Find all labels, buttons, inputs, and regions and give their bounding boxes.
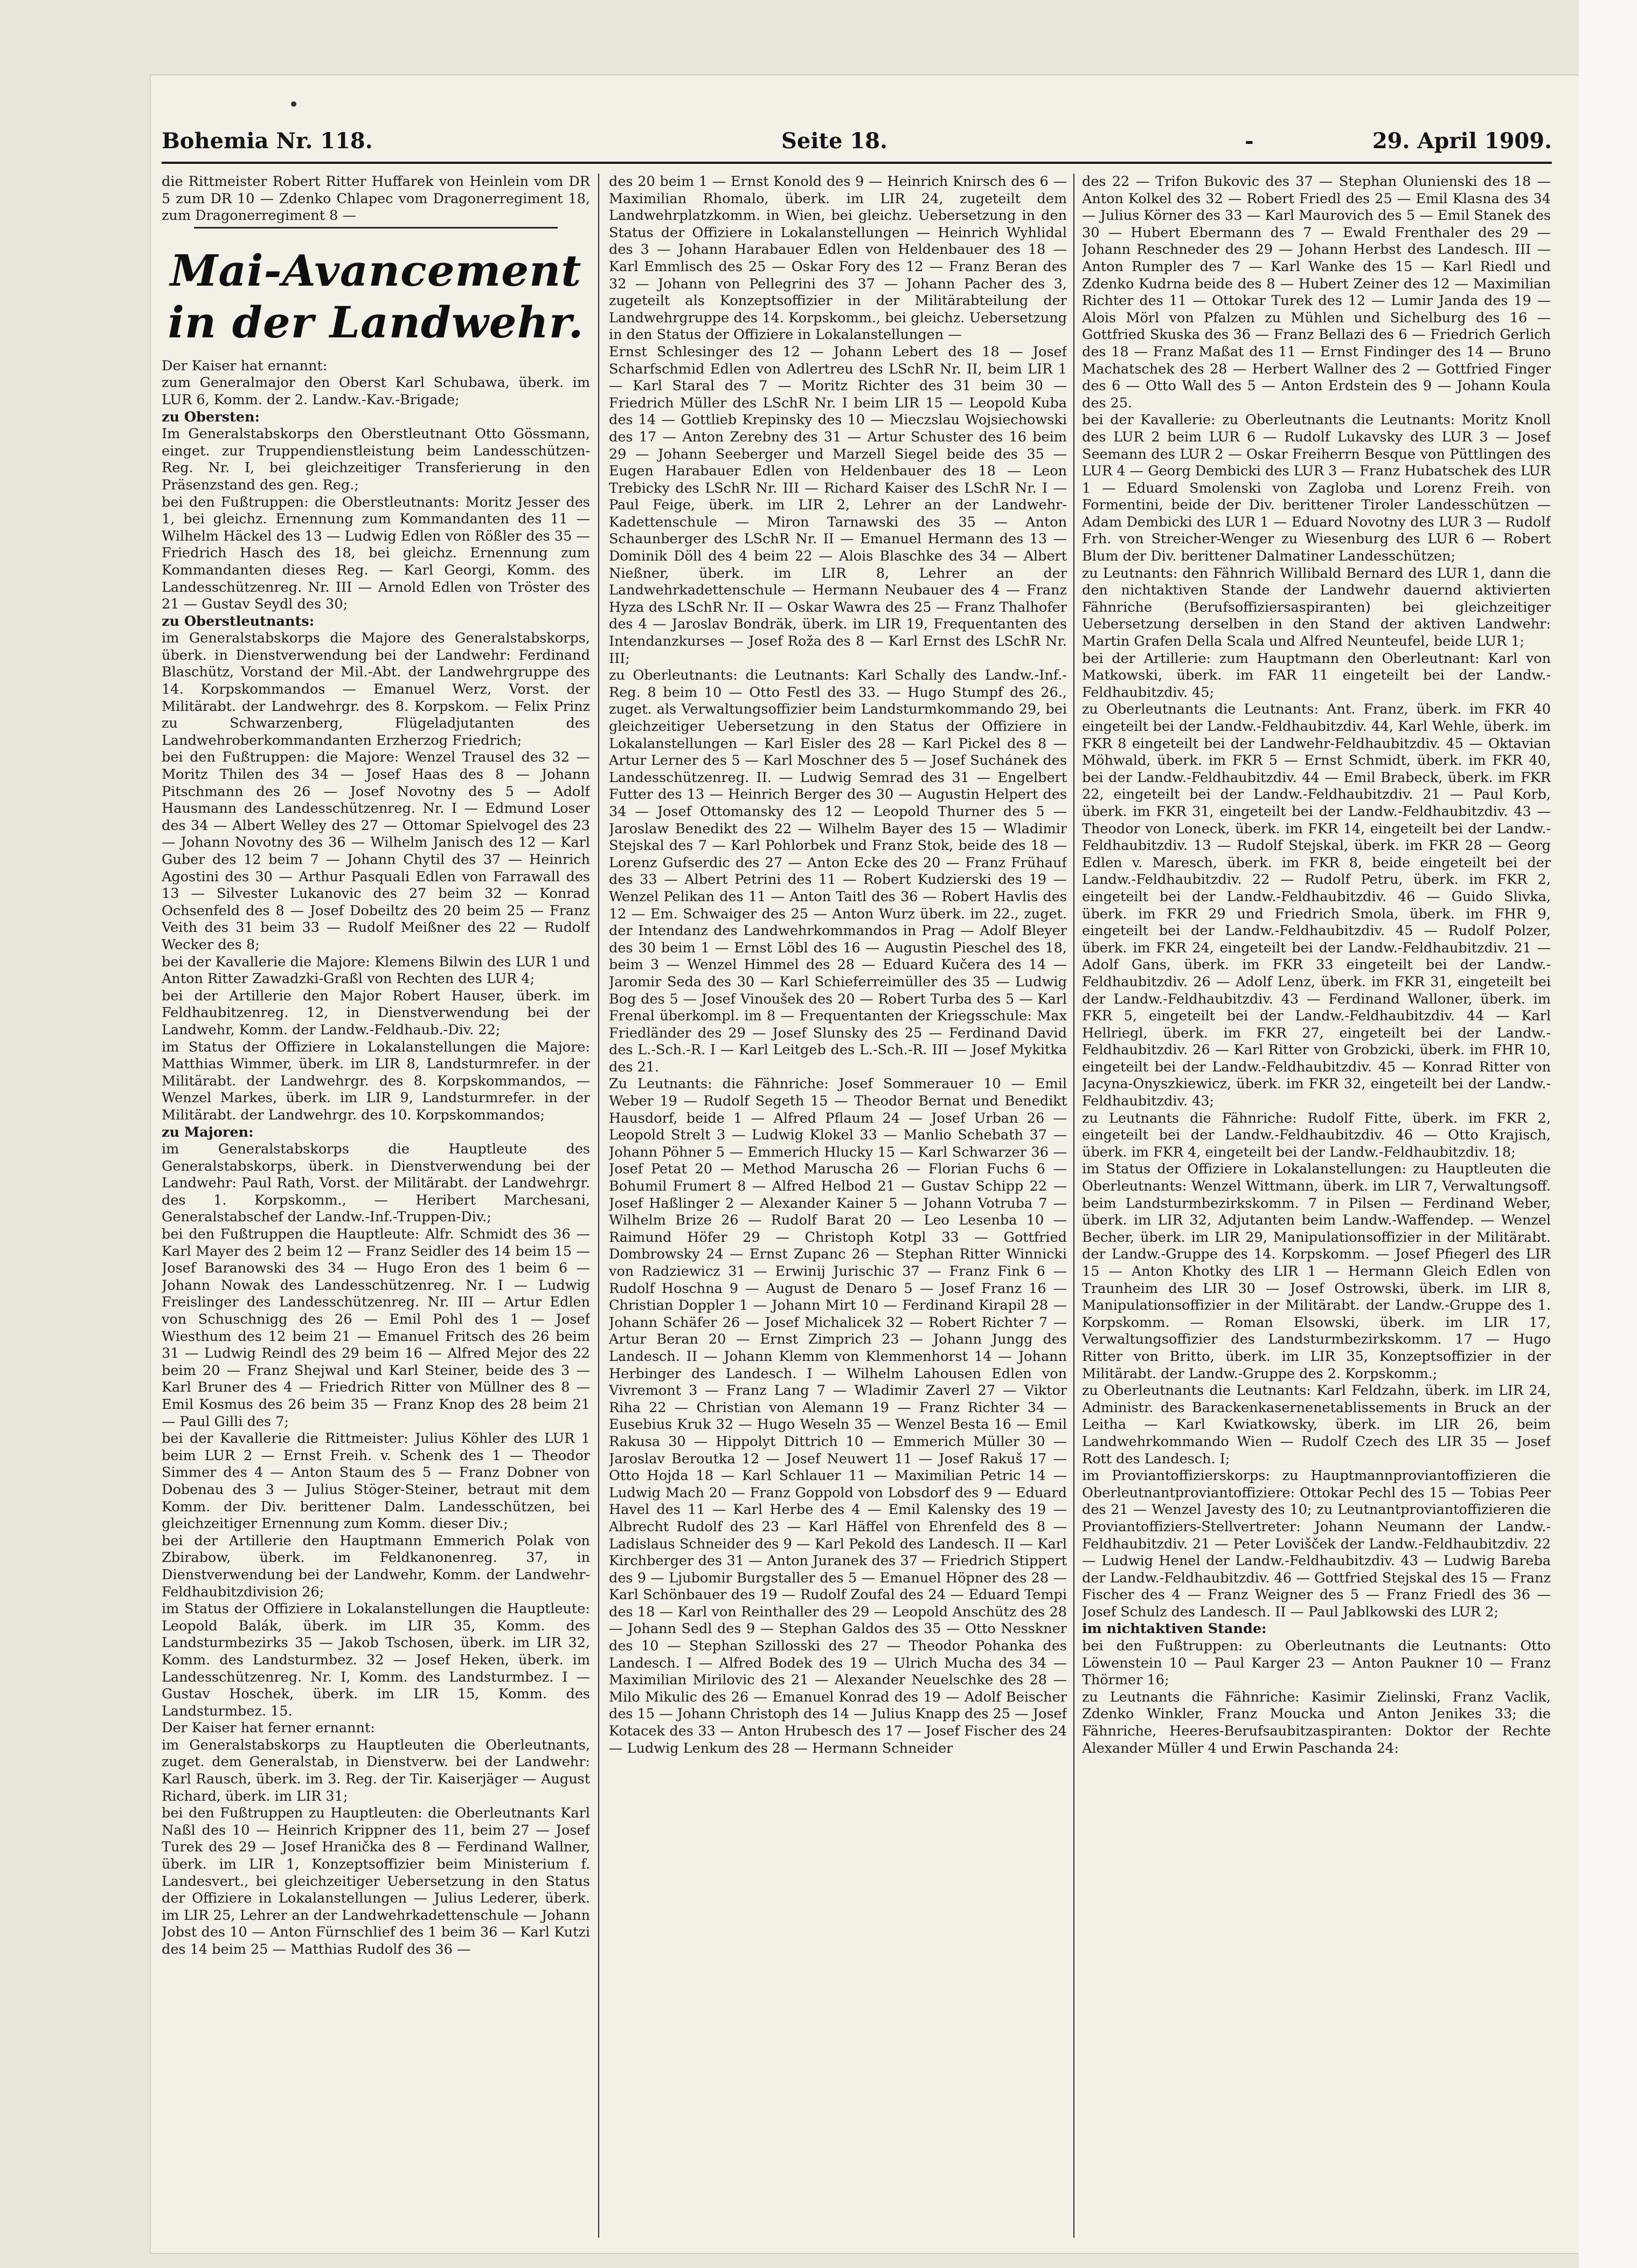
column-1 <box>162 174 590 2238</box>
section-heading: im nichtaktiven Stande: <box>1082 1621 1267 1637</box>
paragraph: bei der Artillerie den Major Robert Hauser, überk. im Feldhaubitzenreg. 12, in Dienstverwendung bei der Landwehr, Komm. der Landw.-Feldhaub.-Div. 22; <box>162 987 590 1038</box>
paragraph: zum Generalmajor den Oberst Karl Schubawa, überk. im LUR 6, Komm. der 2. Landw.-Kav.-Brigade; <box>162 375 590 408</box>
paragraph: Zu Leutnants: die Fähnriche: Josef Sommerauer 10 — Emil Weber 19 — Rudolf Segeth 15 — Theodor Bernat und Benedikt Hausdorf, beide 1 — Alfred Pflaum 24 — Josef Urban 26 — Leopold Strelt 3 — Ludwig Klokel 33 — Manlio Schebath 37 — Johann Pöhner 5 — Emmerich Hlucky 15 — Karl Schwarzer 36 — Josef Petat 20 — Method Maruscha 26 — Florian Fuchs 6 — Bohumil Frumert 8 — Alfred Helbod 21 — Gustav Schipp 22 — Josef Haßlinger 2 — Alexander Kainer 5 — Johann Votruba 7 — Wilhelm Brize 26 — Rudolf Barat 20 — Leo Lesenba 10 — Raimund Höfer 29 — Christoph Kotpl 33 — Gottfried Dombrowsky 24 — Ernst Zupanc 26 — Stephan Ritter Winnicki von Radziewicz 31 — Erwinij Jurischic 37 — Franz Fink 6 — Rudolf Hoschna 9 — August de Denaro 5 — Josef Franz 16 — Christian Doppler 1 — Johann Mirt 10 — Ferdinand Kirapil 28 — Johann Schäfer 26 — Josef Michalicek 32 — Robert Richter 7 — Artur Beran 20 — Ernst Zimprich 23 — Johann Jungg des Landesch. II — Johann Klemm von Klemmenhorst 14 — Johann Herbinger des Landesch. I — Wilhelm Lahousen Edlen von Vivremont 3 — Franz Lang 7 — Wladimir Zaverl 27 — Viktor Riha 22 — Christian von Alemann 19 — Franz Richter 34 — Eusebius Kruk 32 — Hugo Weseln 35 — Wenzel Besta 16 — Emil Rakusa 30 — Hippolyt Dittrich 10 — Emmerich Müller 30 — Jaroslav Beroutka 12 — Josef Neuwert 11 — Josef Rakuš 17 — Otto Hojda 18 — Karl Schlauer 11 — Maximilian Petric 14 — Ludwig Mach 20 — Franz Goppold von Lobsdorf des 9 — Eduard Havel des 11 — Karl Herbe des 4 — Emil Kalensky des 19 — Albrecht Rudolf des 23 — Karl Häffel von Ehrenfeld des 8 — Ladislaus Schneider des 9 — Karl Pekold des Landesch. II — Karl Kirchberger des 31 — Anton Juranek des 37 — Friedrich Stippert des 9 — Ljubomir Burgstaller des 5 — Emanuel Höpner des 28 — Karl Schönbauer des 19 — Rudolf Zoufal des 24 — Eduard Tempi des 18 — Karl von Reinthaller des 29 — Leopold Anschütz des 28 — Johann Sedl des 9 — Stephan Galdos des 35 — Otto Nesskner des 10 — Stephan Szillosski des 27 — Theodor Pohanka des Landesch. I — Alfred Bodek des 19 — Ulrich Mucha des 34 — Maximilian Mirilovic des 21 — Alexander Neuelschke des 28 — Milo Mikulic des 26 — Emanuel Konrad des 19 — Adolf Beischer des 15 — Johann Christoph des 14 — Julius Knapp des 25 — Josef Kotacek des 33 — Anton Hrubesch des 17 — Josef Fischer des 24 — Ludwig Lenkum des 28 — Hermann Schneider <box>609 1076 1067 1757</box>
paragraph: bei der Kavallerie die Majore: Klemens Bilwin des LUR 1 und Anton Ritter Zawadzki-Graßl von Rechten des LUR 4; <box>162 953 590 987</box>
column-2 <box>609 174 1067 2238</box>
issue-date: 29. April 1909. <box>1372 128 1552 154</box>
paragraph: bei der Kavallerie die Rittmeister: Julius Köhler des LUR 1 beim LUR 2 — Ernst Freih. v. Schenk des 1 — Theodor Simmer des 4 — Anton Staum des 5 — Franz Dobner von Dobenau des 3 — Julius Stöger-Steiner, betraut mit dem Komm. der Div. berittener Dalm. Landesschützen, bei gleichzeitiger Ernennung zum Komm. dieser Div.; <box>162 1430 590 1532</box>
paragraph: im Status der Offiziere in Lokalanstellungen die Hauptleute: Leopold Balák, überk. im LIR 35, Komm. des Landsturmbezirks 35 — Jakob Tschosen, überk. im LIR 32, Komm. des Landsturmbez. 32 — Josef Heken, überk. im Landesschützenreg. Nr. I, Komm. des Landsturmbez. I — Gustav Hoschek, überk. im LIR 15, Komm. des Landsturmbez. 15. <box>162 1601 590 1719</box>
paragraph: bei den Fußtruppen die Hauptleute: Alfr. Schmidt des 36 — Karl Mayer des 2 beim 12 — Franz Seidler des 14 beim 15 — Josef Baranowski des 34 — Hugo Eron des 1 beim 6 — Johann Nowak des Landesschützenreg. Nr. I — Ludwig Freislinger des Landesschützenreg. Nr. III — Artur Edlen von Schuschnigg des 26 — Emil Pohl des 1 — Josef Wiesthum des 12 beim 21 — Emanuel Fritsch des 26 beim 31 — Ludwig Reindl des 29 beim 16 — Alfred Mejor des 22 beim 20 — Franz Shejwal und Karl Steiner, beide des 3 — Karl Bruner des 4 — Friedrich Ritter von Müllner des 8 — Emil Kosmus des 26 beim 35 — Franz Knop des 28 beim 21 — Paul Gilli des 7; <box>162 1226 590 1430</box>
paragraph: die Rittmeister Robert Ritter Huffarek von Heinlein vom DR 5 zum DR 10 — Zdenko Chlapec vom Dragonerregiment 18, zum Dragonerregiment 8 — <box>162 174 590 224</box>
paragraph: zu Oberleutnants die Leutnants: Karl Feldzahn, überk. im LIR 24, Administr. des Barackenkasernenetablissements in Bruck an der Leitha — Karl Kwiatkowsky, überk. im LIR 26, beim Landwehrkommando Wien — Rudolf Czech des LIR 35 — Josef Rott des Landesch. I; <box>1082 1382 1551 1467</box>
paragraph: bei der Artillerie: zum Hauptmann den Oberleutnant: Karl von Matkowski, überk. im FAR 11 eingeteilt bei der Landw.-Feldhaubitzdiv. 45; <box>1082 650 1551 701</box>
paragraph: zu Leutnants die Fähnriche: Kasimir Zielinski, Franz Vaclik, Zdenko Winkler, Franz Moucka und Anton Jenikes 33; die Fähnriche, Heeres-Berufsaubitzaspiranten: Doktor der Rechte Alexander Müller 4 und Erwin Paschanda 24: <box>1082 1689 1551 1757</box>
article-headline <box>162 245 590 348</box>
header-mark: - <box>1245 128 1254 154</box>
ink-dot <box>291 101 296 107</box>
paragraph: Der Kaiser hat ernannt: <box>162 357 328 374</box>
header-rule <box>162 162 1552 164</box>
paragraph: im Status der Offiziere in Lokalanstellungen: zu Hauptleuten die Oberleutnants: Wenzel Wittmann, überk. im LIR 7, Verwaltungsoff. beim Landsturmbezirkskomm. 7 in Pilsen — Ferdinand Weber, überk. im LIR 32, Adjutanten beim Landw.-Waffendep. — Wenzel Becher, überk. im LIR 29, Manipulationsoffizier in der Militärabt. der Landw.-Gruppe des 14. Korpskomm. — Josef Pfiegerl des LIR 15 — Anton Khotky des LIR 1 — Hermann Gleich Edlen von Traunheim des LIR 30 — Josef Ostrowski, überk. im LIR 8, Manipulationsoffizier in der Militärabt. der Landw.-Gruppe des 1. Korpskomm. — Roman Elsowski, überk. im LIR 17, Verwaltungsoffizier des Landsturmbezirkskomm. 17 — Hugo Ritter von Britto, überk. im LIR 35, Konzeptsoffizier in der Militärabt. der Landw.-Gruppe des 2. Korpskomm.; <box>1082 1161 1551 1382</box>
headline-line: in der Landwehr. <box>168 296 584 348</box>
paragraph: bei den Fußtruppen: die Oberstleutnants: Moritz Jesser des 1, bei gleichz. Ernennung zum Kommandanten des 11 — Wilhelm Häckel des 13 — Ludwig Edlen von Rößler des 35 — Friedrich Hasch des 18, bei gleichz. Ernennung zum Kommandanten dieses Reg. — Karl Georgi, Komm. des Landesschützenreg. Nr. III — Arnold Edlen von Tröster des 21 — Gustav Seydl des 30; <box>162 494 590 613</box>
paragraph: Ernst Schlesinger des 12 — Johann Lebert des 18 — Josef Scharfschmid Edlen von Adlertreu des LSchR Nr. II, beim LIR 1 — Karl Staral des 7 — Moritz Richter des 31 beim 30 — Friedrich Müller des LSchR Nr. I beim LIR 15 — Leopold Kuba des 14 — Gottlieb Krepinsky des 10 — Mieczslau Wojsiechowski des 17 — Anton Zerebny des 31 — Artur Schuster des 16 beim 29 — Johann Seeberger und Marzell Siegel beide des 35 — Eugen Harabauer Edlen von Heldenbauer des 18 — Leon Trebicky des LSchR Nr. III — Richard Kaiser des LSchR Nr. I — Paul Feige, überk. im LIR 2, Lehrer an der Landwehr-Kadettenschule — Miron Tarnawski des 35 — Anton Schaunberger des LSchR Nr. II — Emanuel Hermann des 13 — Dominik Döll des 4 beim 22 — Alois Blaschke des 34 — Albert Nießner, überk. im LIR 8, Lehrer an der Landwehrkadettenschule — Hermann Neubauer des 4 — Franz Hyza des LSchR Nr. II — Oskar Wawra des 25 — Franz Thalhofer des 4 — Jaroslav Bondräk, überk. im LIR 19, Frequentanten des Intendanzkurses — Josef Roža des 8 — Karl Ernst des LSchR Nr. III; <box>609 343 1067 667</box>
paragraph: bei den Fußtruppen zu Hauptleuten: die Oberleutnants Karl Naßl des 10 — Heinrich Krippner des 11, beim 27 — Josef Turek des 29 — Josef Hranička des 8 — Ferdinand Wallner, überk. im LIR 1, Konzeptsoffizier beim Ministerium f. Landesvert., bei gleichzeitiger Uebersetzung in den Status der Offiziere in Lokalanstellungen — Julius Lederer, überk. im LIR 25, Lehrer an der Landwehrkadettenschule — Johann Jobst des 10 — Anton Fürnschlief des 1 beim 36 — Karl Kutzi des 14 beim 25 — Matthias Rudolf des 36 — <box>162 1805 590 1958</box>
paragraph: im Status der Offiziere in Lokalanstellungen die Majore: Matthias Wimmer, überk. im LIR 8, Landsturmrefer. in der Militärabt. der Landwehrgr. des 8. Korpskommandos, — Wenzel Markes, überk. im LIR 9, Landsturmrefer. in der Militärabt. der Landwehrgr. des 10. Korpskommandos; <box>162 1039 590 1123</box>
paragraph: zu Oberleutnants die Leutnants: Ant. Franz, überk. im FKR 40 eingeteilt bei der Landw.-Feldhaubitzdiv. 44, Karl Wehle, überk. im FKR 8 eingeteilt bei der Landwehr-Feldhaubitzdiv. 45 — Oktavian Möhwald, überk. im FKR 5 — Ernst Schmidt, überk. im FKR 40, bei der Landw.-Feldhaubitzdiv. 44 — Emil Brabeck, überk. im FKR 22, eingeteilt bei der Landw.-Feldhaubitzdiv. 21 — Paul Korb, überk. im FKR 31, eingeteilt bei der Landw.-Feldhaubitzdiv. 43 — Theodor von Loneck, überk. im FKR 14, eingeteilt bei der Landw.-Feldhaubitzdiv. 13 — Rudolf Stejskal, überk. im FKR 28 — Georg Edlen v. Maresch, überk. im FKR 8, beide eingeteilt bei der Landw.-Feldhaubitzdiv. 22 — Rudolf Petru, überk. im FKR 2, eingeteilt bei der Landw.-Feldhaubitzdiv. 46 — Guido Slivka, überk. im FKR 29 und Friedrich Smola, überk. im FHR 9, eingeteilt bei der Landw.-Feldhaubitzdiv. 45 — Rudolf Polzer, überk. im FKR 24, eingeteilt bei der Landw.-Feldhaubitzdiv. 21 — Adolf Gans, überk. im FKR 33 eingeteilt bei der Landw.-Feldhaubitzdiv. 26 — Adolf Lenz, überk. im FKR 31, eingeteilt bei der Landw.-Feldhaubitzdiv. 43 — Ferdinand Walloner, überk. im FKR 5, eingeteilt bei der Landw.-Feldhaubitzdiv. 44 — Karl Hellriegl, überk. im FKR 27, eingeteilt bei der Landw.-Feldhaubitzdiv. 26 — Karl Ritter von Grobzicki, überk. im FHR 10, eingeteilt bei der Landw.-Feldhaubitzdiv. 45 — Konrad Ritter von Jacyna-Onyszkiewicz, überk. im FKR 32, eingeteilt bei der Landw.-Feldhaubitzdiv. 43; <box>1082 701 1551 1110</box>
scan-edge <box>1579 0 1637 2268</box>
section-heading: zu Obersten: <box>162 409 260 425</box>
column-divider <box>598 174 599 2238</box>
paragraph: Im Generalstabskorps den Oberstleutnant Otto Gössmann, einget. zur Truppendienstleistung beim Landesschützen-Reg. Nr. I, bei gleichzeitiger Transferierung in den Präsenzstand des gen. Reg.; <box>162 426 590 493</box>
paragraph: im Generalstabskorps zu Hauptleuten die Oberleutnants, zuget. dem Generalstab, in Dienstverw. bei der Landwehr: Karl Rausch, überk. im 3. Reg. der Tir. Kaiserjäger — August Richard, überk. im LIR 31; <box>162 1737 590 1804</box>
paragraph: im Generalstabskorps die Majore des Generalstabskorps, überk. in Dienstverwendung bei der Landwehr: Ferdinand Blaschütz, Vorstand der Mil.-Abt. der Landwehrgruppe des 14. Korpskommandos — Emanuel Werz, Vorst. der Militärabt. der Landwehrgr. des 8. Korpskom. — Felix Prinz zu Schwarzenberg, Flügeladjutanten des Landwehroberkommandanten Erzherzog Friedrich; <box>162 630 590 749</box>
section-heading: zu Majoren: <box>162 1124 254 1140</box>
paragraph: zu Leutnants die Fähnriche: Rudolf Fitte, überk. im FKR 2, eingeteilt bei der Landw.-Feldhaubitzdiv. 46 — Otto Krajisch, überk. im FKR 4, eingeteilt bei der Landw.-Feldhaubitzdiv. 18; <box>1082 1110 1551 1160</box>
paragraph: Der Kaiser hat ferner ernannt: <box>162 1720 375 1737</box>
paragraph: bei den Fußtruppen: zu Oberleutnants die Leutnants: Otto Löwenstein 10 — Paul Karger 23 — Anton Paukner 10 — Franz Thörmer 16; <box>1082 1638 1551 1689</box>
paragraph: zu Oberleutnants: die Leutnants: Karl Schally des Landw.-Inf.-Reg. 8 beim 10 — Otto Festl des 33. — Hugo Stumpf des 26., zuget. als Verwaltungsoffizier beim Landsturmkommando 29, bei gleichzeitiger Uebersetzung in den Status der Offiziere in Lokalanstellungen — Karl Eisler des 28 — Karl Pickel des 8 — Artur Lerner des 5 — Karl Moschner des 5 — Josef Suchánek des Landesschützenreg. II. — Ludwig Semrad des 31 — Engelbert Futter des 13 — Heinrich Berger des 30 — Augustin Helpert des 34 — Josef Ottomansky des 12 — Leopold Thurner des 5 — Jaroslaw Benedikt des 22 — Wilhelm Bayer des 15 — Wladimir Stejskal des 7 — Karl Pohlorbek und Franz Stok, beide des 18 — Lorenz Gufserdic des 27 — Anton Ecke des 20 — Franz Frühauf des 33 — Albert Petrini des 11 — Robert Kudzierski des 19 — Wenzel Pelikan des 11 — Anton Taitl des 36 — Robert Havlis des 12 — Em. Schwaiger des 25 — Anton Wurz überk. im 22., zuget. der Intendanz des Landwehrkommandos in Prag — Adolf Bleyer des 30 beim 1 — Ernst Löbl des 16 — Augustin Pieschel des 18, beim 3 — Wenzel Himmel des 28 — Eduard Kučera des 14 — Jaromir Seda des 30 — Karl Schieferreimüller des 35 — Ludwig Bog des 5 — Josef Vinoušek des 20 — Robert Turba des 5 — Karl Frenal überkompl. im 8 — Frequentanten der Kriegsschule: Max Friedländer des 29 — Josef Slunsky des 25 — Ferdinand David des L.-Sch.-R. I — Karl Leitgeb des L.-Sch.-R. III — Josef Mykitka des 21. <box>609 667 1067 1075</box>
paragraph: des 22 — Trifon Bukovic des 37 — Stephan Olunienski des 18 — Anton Kolkel des 32 — Robert Friedl des 25 — Emil Klasna des 34 — Julius Körner des 33 — Karl Maurovich des 5 — Emil Stanek des 30 — Hubert Ebermann des 7 — Ewald Frenthaler des 29 — Johann Reschneder des 29 — Johann Herbst des Landesch. III — Anton Rumpler des 7 — Karl Wanke des 15 — Karl Riedl und Zdenko Kudrna beide des 8 — Hubert Zeiner des 12 — Maximilian Richter des 11 — Ottokar Turek des 12 — Lumir Janda des 19 — Alois Mörl von Pfalzen zu Mühlen und Sichelburg des 16 — Gottfried Skuska des 36 — Franz Bellazi des 6 — Friedrich Gerlich des 18 — Franz Maßat des 11 — Ernst Findinger des 14 — Bruno Machatschek des 28 — Herbert Wallner des 2 — Gottfried Finger des 6 — Otto Wall des 5 — Anton Erdstein des 9 — Johann Koula des 25. <box>1082 174 1551 411</box>
paragraph: bei der Artillerie den Hauptmann Emmerich Polak von Zbirabow, überk. im Feldkanonenreg. 37, in Dienstverwendung bei der Landwehr, Komm. der Landwehr-Feldhaubitzdivision 26; <box>162 1532 590 1600</box>
column-divider <box>1073 174 1074 2238</box>
headline-line: Mai-Avancement <box>170 245 582 296</box>
section-rule <box>194 227 558 229</box>
paragraph: bei der Kavallerie: zu Oberleutnants die Leutnants: Moritz Knoll des LUR 2 beim LUR 6 — Rudolf Lukavsky des LUR 3 — Josef Seemann des LUR 2 — Oskar Freiherrn Besque von Püttlingen des LUR 4 — Georg Dembicki des LUR 3 — Franz Hubatschek des LUR 1 — Eduard Smolenski von Zagloba und Lorenz Freih. von Formentini, beide der Div. berittener Tiroler Landesschützen — Adam Dembicki des LUR 1 — Eduard Novotny des LUR 3 — Rudolf Frh. von Streicher-Wenger zu Wiesenburg des LUR 6 — Robert Blum der Div. berittener Dalmatiner Landesschützen; <box>1082 412 1551 565</box>
paragraph: im Generalstabskorps die Hauptleute des Generalstabskorps, überk. in Dienstverwendung bei der Landwehr: Paul Rath, Vorst. der Militärabt. der Landwehrgr. des 1. Korpskomm., — Heribert Marchesani, Generalstabschef der Landw.-Inf.-Truppen-Div.; <box>162 1141 590 1226</box>
paragraph: im Proviantoffizierskorps: zu Hauptmannproviantoffizieren die Oberleutnantproviantoffiziere: Ottokar Pechl des 15 — Tobias Peer des 21 — Wenzel Javesty des 10; zu Leutnantproviantoffizieren die Proviantoffiziers-Stellvertreter: Johann Neumann der Landw.-Feldhaubitzdiv. 21 — Peter Lovišček der Landw.-Feldhaubitzdiv. 22 — Ludwig Henel der Landw.-Feldhaubitzdiv. 43 — Ludwig Bareba der Landw.-Feldhaubitzdiv. 46 — Gottfried Stejskal des 15 — Franz Fischer des 4 — Franz Weigner des 5 — Franz Friedl des 36 — Josef Schulz des Landesch. II — Paul Jablkowski des LUR 2; <box>1082 1468 1551 1620</box>
paragraph: zu Leutnants: den Fähnrich Willibald Bernard des LUR 1, dann die den nichtaktiven Stande der Landwehr dauernd aktivierten Fähnriche (Berufsoffiziersaspiranten) bei gleichzeitiger Uebersetzung derselben in den Stand der aktiven Landwehr: Martin Grafen Della Scala und Alfred Neunteufel, beide LUR 1; <box>1082 565 1551 650</box>
newspaper-issue: Bohemia Nr. 118. <box>162 128 373 154</box>
paragraph: des 20 beim 1 — Ernst Konold des 9 — Heinrich Knirsch des 6 — Maximilian Rhomalo, überk. im LIR 24, zugeteilt dem Landwehrplatzkomm. in Wien, bei gleichz. Uebersetzung in den Status der Offiziere in Lokalanstellungen — Heinrich Wyhlidal des 3 — Johann Harabauer Edlen von Heldenbauer des 18 — Karl Emmlisch des 25 — Oskar Fory des 12 — Franz Beran des 32 — Johann von Pellegrini des 37 — Johann Pacher des 3, zugeteilt als Konzeptsoffizier in der Militärabteilung der Landwehrgruppe des 14. Korpskomm., bei gleichz. Uebersetzung in den Status der Offiziere in Lokalanstellungen — <box>609 174 1067 343</box>
paragraph: bei den Fußtruppen: die Majore: Wenzel Trausel des 32 — Moritz Thilen des 34 — Josef Haas des 8 — Johann Pitschmann des 26 — Josef Novotny des 5 — Adolf Hausmann des Landesschützenreg. Nr. I — Edmund Loser des 34 — Albert Welley des 27 — Ottomar Spielvogel des 23 — Johann Novotny des 36 — Wilhelm Janisch des 12 — Karl Guber des 12 beim 7 — Johann Chytil des 37 — Heinrich Agostini des 30 — Arthur Pasquali Edlen von Farrawall des 13 — Silvester Lukanovic des 27 beim 32 — Konrad Ochsenfeld des 8 — Josef Dobeiltz des 20 beim 25 — Franz Veith des 31 beim 33 — Rudolf Meißner des 22 — Rudolf Wecker des 8; <box>162 749 590 953</box>
section-heading: zu Oberstleutnants: <box>162 613 315 630</box>
page-header <box>162 125 1552 163</box>
column-3 <box>1082 174 1551 2238</box>
page-number: Seite 18. <box>781 128 887 154</box>
